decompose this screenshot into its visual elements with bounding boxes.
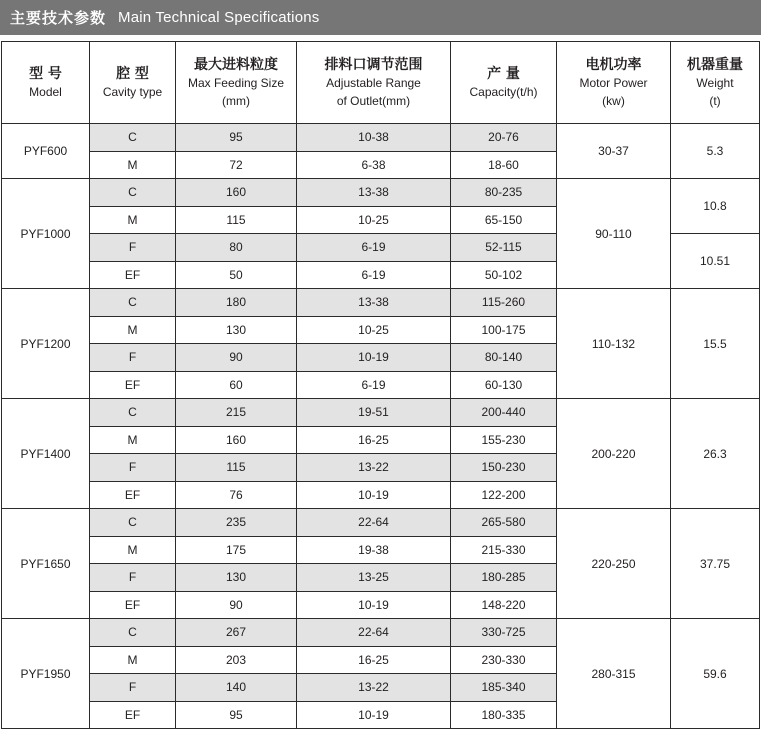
header-weight (671, 42, 760, 124)
outlet-range-cell: 19-38 (297, 536, 451, 564)
feed-size-cell: 215 (176, 399, 297, 427)
title-chinese: 主要技术参数 (10, 9, 107, 27)
header-capacity-en: Capacity(t/h) (469, 84, 538, 99)
feed-size-cell: 115 (176, 206, 297, 234)
feed-size-cell: 80 (176, 234, 297, 262)
outlet-range-cell: 13-38 (297, 289, 451, 317)
feed-size-cell: 140 (176, 674, 297, 702)
cavity-cell: M (90, 536, 176, 564)
feed-size-cell: 95 (176, 701, 297, 729)
capacity-cell: 148-220 (451, 591, 557, 619)
outlet-range-cell: 10-25 (297, 206, 451, 234)
feed-size-cell: 235 (176, 509, 297, 537)
header-weight-en-1: Weight (696, 75, 734, 90)
cavity-cell: M (90, 426, 176, 454)
capacity-cell: 115-260 (451, 289, 557, 317)
outlet-range-cell: 13-38 (297, 179, 451, 207)
capacity-cell: 100-175 (451, 316, 557, 344)
table-row (2, 179, 760, 207)
outlet-range-cell: 6-19 (297, 234, 451, 262)
motor-power-cell: 110-132 (557, 289, 671, 399)
cavity-cell: EF (90, 591, 176, 619)
model-cell: PYF1000 (2, 179, 90, 289)
table-body (2, 124, 760, 729)
table-header (2, 42, 760, 124)
feed-size-cell: 130 (176, 564, 297, 592)
header-power-en-2: (kw) (602, 93, 625, 108)
feed-size-cell: 160 (176, 179, 297, 207)
header-cavity-en: Cavity type (102, 84, 163, 99)
weight-cell: 15.5 (671, 289, 760, 399)
motor-power-cell: 280-315 (557, 619, 671, 729)
outlet-range-cell: 16-25 (297, 646, 451, 674)
cavity-cell: C (90, 179, 176, 207)
capacity-cell: 52-115 (451, 234, 557, 262)
cavity-cell: C (90, 399, 176, 427)
model-cell: PYF600 (2, 124, 90, 179)
outlet-range-cell: 10-38 (297, 124, 451, 152)
capacity-cell: 180-285 (451, 564, 557, 592)
capacity-cell: 60-130 (451, 371, 557, 399)
header-capacity-cn: 产 量 (487, 65, 520, 82)
cavity-cell: C (90, 619, 176, 647)
weight-cell: 26.3 (671, 399, 760, 509)
header-cavity (90, 42, 176, 124)
capacity-cell: 200-440 (451, 399, 557, 427)
weight-cell: 37.75 (671, 509, 760, 619)
outlet-range-cell: 13-22 (297, 454, 451, 482)
title-bar (0, 0, 761, 35)
capacity-cell: 230-330 (451, 646, 557, 674)
model-cell: PYF1200 (2, 289, 90, 399)
feed-size-cell: 95 (176, 124, 297, 152)
weight-cell: 59.6 (671, 619, 760, 729)
motor-power-cell: 200-220 (557, 399, 671, 509)
outlet-range-cell: 10-19 (297, 701, 451, 729)
cavity-cell: F (90, 564, 176, 592)
motor-power-cell: 220-250 (557, 509, 671, 619)
cavity-cell: C (90, 124, 176, 152)
title-english: Main Technical Specifications (118, 9, 320, 26)
feed-size-cell: 90 (176, 591, 297, 619)
cavity-cell: F (90, 234, 176, 262)
capacity-cell: 150-230 (451, 454, 557, 482)
outlet-range-cell: 10-19 (297, 344, 451, 372)
cavity-cell: EF (90, 371, 176, 399)
capacity-cell: 330-725 (451, 619, 557, 647)
cavity-cell: M (90, 316, 176, 344)
motor-power-cell: 90-110 (557, 179, 671, 289)
header-power (557, 42, 671, 124)
cavity-cell: M (90, 206, 176, 234)
outlet-range-cell: 6-19 (297, 261, 451, 289)
motor-power-cell: 30-37 (557, 124, 671, 179)
outlet-range-cell: 6-38 (297, 151, 451, 179)
feed-size-cell: 130 (176, 316, 297, 344)
outlet-range-cell: 10-19 (297, 481, 451, 509)
capacity-cell: 185-340 (451, 674, 557, 702)
outlet-range-cell: 10-19 (297, 591, 451, 619)
cavity-cell: C (90, 289, 176, 317)
capacity-cell: 18-60 (451, 151, 557, 179)
header-model-en: Model (29, 84, 62, 99)
feed-size-cell: 76 (176, 481, 297, 509)
capacity-cell: 180-335 (451, 701, 557, 729)
feed-size-cell: 115 (176, 454, 297, 482)
cavity-cell: F (90, 344, 176, 372)
feed-size-cell: 267 (176, 619, 297, 647)
cavity-cell: EF (90, 701, 176, 729)
header-model (2, 42, 90, 124)
outlet-range-cell: 22-64 (297, 619, 451, 647)
header-weight-cn: 机器重量 (687, 56, 743, 73)
cavity-cell: EF (90, 481, 176, 509)
cavity-cell: F (90, 674, 176, 702)
header-outlet-en-1: Adjustable Range (326, 75, 421, 90)
feed-size-cell: 90 (176, 344, 297, 372)
outlet-range-cell: 19-51 (297, 399, 451, 427)
model-cell: PYF1650 (2, 509, 90, 619)
outlet-range-cell: 6-19 (297, 371, 451, 399)
table-row (2, 509, 760, 537)
feed-size-cell: 72 (176, 151, 297, 179)
header-outlet-cn: 排料口调节范围 (324, 56, 423, 73)
header-power-cn: 电机功率 (585, 56, 642, 73)
table-row (2, 289, 760, 317)
header-cavity-cn: 腔 型 (116, 65, 149, 82)
table-row (2, 399, 760, 427)
model-cell: PYF1950 (2, 619, 90, 729)
header-outlet-en-2: of Outlet(mm) (336, 93, 411, 108)
cavity-cell: C (90, 509, 176, 537)
outlet-range-cell: 22-64 (297, 509, 451, 537)
outlet-range-cell: 10-25 (297, 316, 451, 344)
cavity-cell: EF (90, 261, 176, 289)
header-power-en-1: Motor Power (579, 75, 648, 90)
capacity-cell: 80-235 (451, 179, 557, 207)
cavity-cell: M (90, 151, 176, 179)
header-outlet (297, 42, 451, 124)
outlet-range-cell: 13-25 (297, 564, 451, 592)
feed-size-cell: 203 (176, 646, 297, 674)
header-feed-en-2: (mm) (222, 93, 250, 108)
model-cell: PYF1400 (2, 399, 90, 509)
capacity-cell: 122-200 (451, 481, 557, 509)
cavity-cell: M (90, 646, 176, 674)
outlet-range-cell: 16-25 (297, 426, 451, 454)
header-feed (176, 42, 297, 124)
capacity-cell: 265-580 (451, 509, 557, 537)
feed-size-cell: 50 (176, 261, 297, 289)
table-row (2, 619, 760, 647)
capacity-cell: 65-150 (451, 206, 557, 234)
weight-cell: 10.51 (671, 234, 760, 289)
specifications-table (1, 41, 760, 729)
feed-size-cell: 175 (176, 536, 297, 564)
feed-size-cell: 160 (176, 426, 297, 454)
feed-size-cell: 180 (176, 289, 297, 317)
capacity-cell: 20-76 (451, 124, 557, 152)
header-feed-en-1: Max Feeding Size (187, 75, 285, 90)
weight-cell: 5.3 (671, 124, 760, 179)
header-capacity (451, 42, 557, 124)
cavity-cell: F (90, 454, 176, 482)
header-weight-en-2: (t) (709, 93, 721, 108)
outlet-range-cell: 13-22 (297, 674, 451, 702)
capacity-cell: 155-230 (451, 426, 557, 454)
header-model-cn: 型 号 (29, 65, 62, 82)
header-feed-cn: 最大进料粒度 (194, 56, 278, 73)
weight-cell: 10.8 (671, 179, 760, 234)
feed-size-cell: 60 (176, 371, 297, 399)
capacity-cell: 80-140 (451, 344, 557, 372)
capacity-cell: 50-102 (451, 261, 557, 289)
capacity-cell: 215-330 (451, 536, 557, 564)
header-row (2, 42, 760, 124)
table-row (2, 124, 760, 152)
